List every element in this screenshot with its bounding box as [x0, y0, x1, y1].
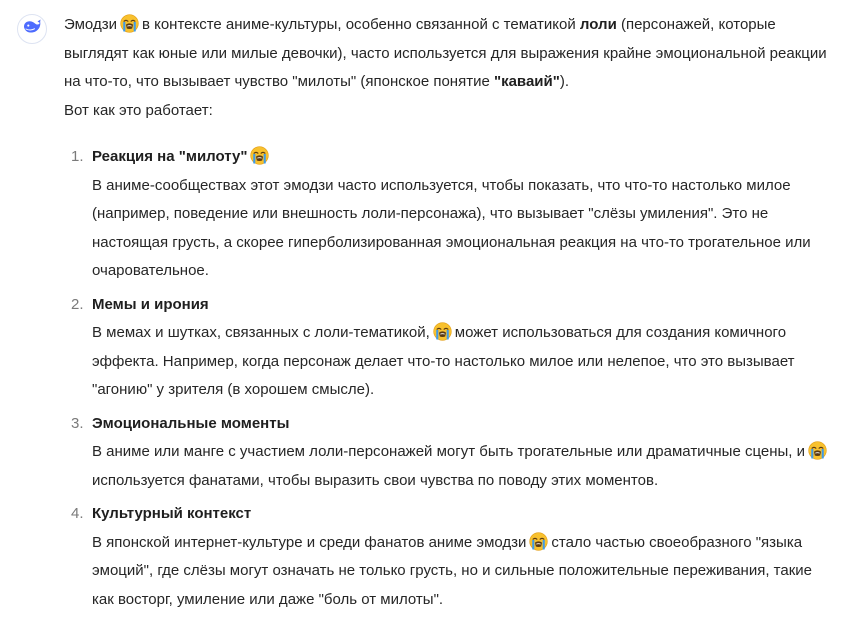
intro-text-1: Эмодзи: [64, 16, 117, 33]
intro-paragraph: [64, 11, 834, 97]
list-item: [64, 500, 834, 614]
list-item: [64, 410, 834, 496]
list-item-body-text-b: используется фанатами, чтобы выразить свои чувства по поводу этих моментов.: [92, 471, 659, 489]
intro-bold-term-1: лоли: [579, 16, 617, 33]
intro-text-2: в контексте аниме-культуры, особенно связанной с тематикой: [141, 16, 576, 33]
list-item-title: Культурный контекст: [92, 505, 252, 522]
intro-text-4: ).: [559, 73, 570, 90]
list-item-body-text-a: В мемах и шутках, связанных с лоли-тематикой,: [92, 324, 430, 341]
list-item: [64, 143, 834, 286]
intro-lead: Вот как это работает:: [64, 101, 213, 119]
intro-text-3: (персонажей, которые выглядят как юные или милые девочки), часто используется для выражения крайне эмоциональной реакции на что-то, что вызывает чувство "милоты" (японское понятие: [64, 16, 827, 90]
list-item-title: Эмоциональные моменты: [92, 414, 290, 432]
list-item-title-text: Реакция на "милоту": [92, 148, 248, 165]
loudly-crying-face-emoji-icon: [120, 14, 139, 33]
list-item-title: Мемы и ирония: [92, 295, 209, 313]
list-item-body: В аниме-сообществах этот эмодзи часто используется, чтобы показать, что что-то настолько милое (например, поведение или внешность лоли-персонажа), что вызывает "слёзы умиления". Это не настоящая грусть, а скорее гиперболизированная эмоциональная реакция на что-то трогательное или очаровательное.: [92, 176, 811, 279]
list-item-body: [92, 319, 834, 405]
numbered-list: [64, 143, 834, 614]
list-item-number: 3.: [71, 414, 84, 432]
loudly-crying-face-emoji-icon: [529, 532, 548, 551]
whale-logo-icon: [22, 17, 42, 42]
list-item-body-text-b: может использоваться для создания комичного эффекта. Например, когда персонаж делает что-то настолько милое или нелепое, что это вызывает "агонию" у зрителя (в хорошем смысле).: [92, 324, 795, 398]
loudly-crying-face-emoji-icon: [808, 441, 827, 460]
assistant-avatar: [17, 14, 47, 44]
list-item: [64, 291, 834, 405]
list-item-number: 1.: [71, 148, 84, 165]
loudly-crying-face-emoji-icon: [250, 146, 269, 165]
list-item-body: [92, 529, 834, 615]
assistant-message: [64, 11, 834, 619]
list-item-title: [92, 143, 834, 172]
list-item-body: [92, 438, 834, 495]
intro-bold-term-2: "каваий": [493, 73, 560, 90]
list-item-body-text-a: В японской интернет-культуре и среди фанатов аниме эмодзи: [92, 533, 527, 551]
loudly-crying-face-emoji-icon: [433, 322, 452, 341]
list-item-number: 4.: [71, 505, 84, 522]
list-item-number: 2.: [71, 295, 84, 313]
list-item-body-text-a: В аниме или манге с участием лоли-персонажей могут быть трогательные или драматичные сцены, и: [92, 443, 805, 460]
list-item-body-text-b: стало частью своеобразного "языка эмоций", где слёзы могут означать не только грусть, но и сильные положительные переживания, такие как восторг, умиление или даже "боль от милоты".: [92, 533, 812, 608]
